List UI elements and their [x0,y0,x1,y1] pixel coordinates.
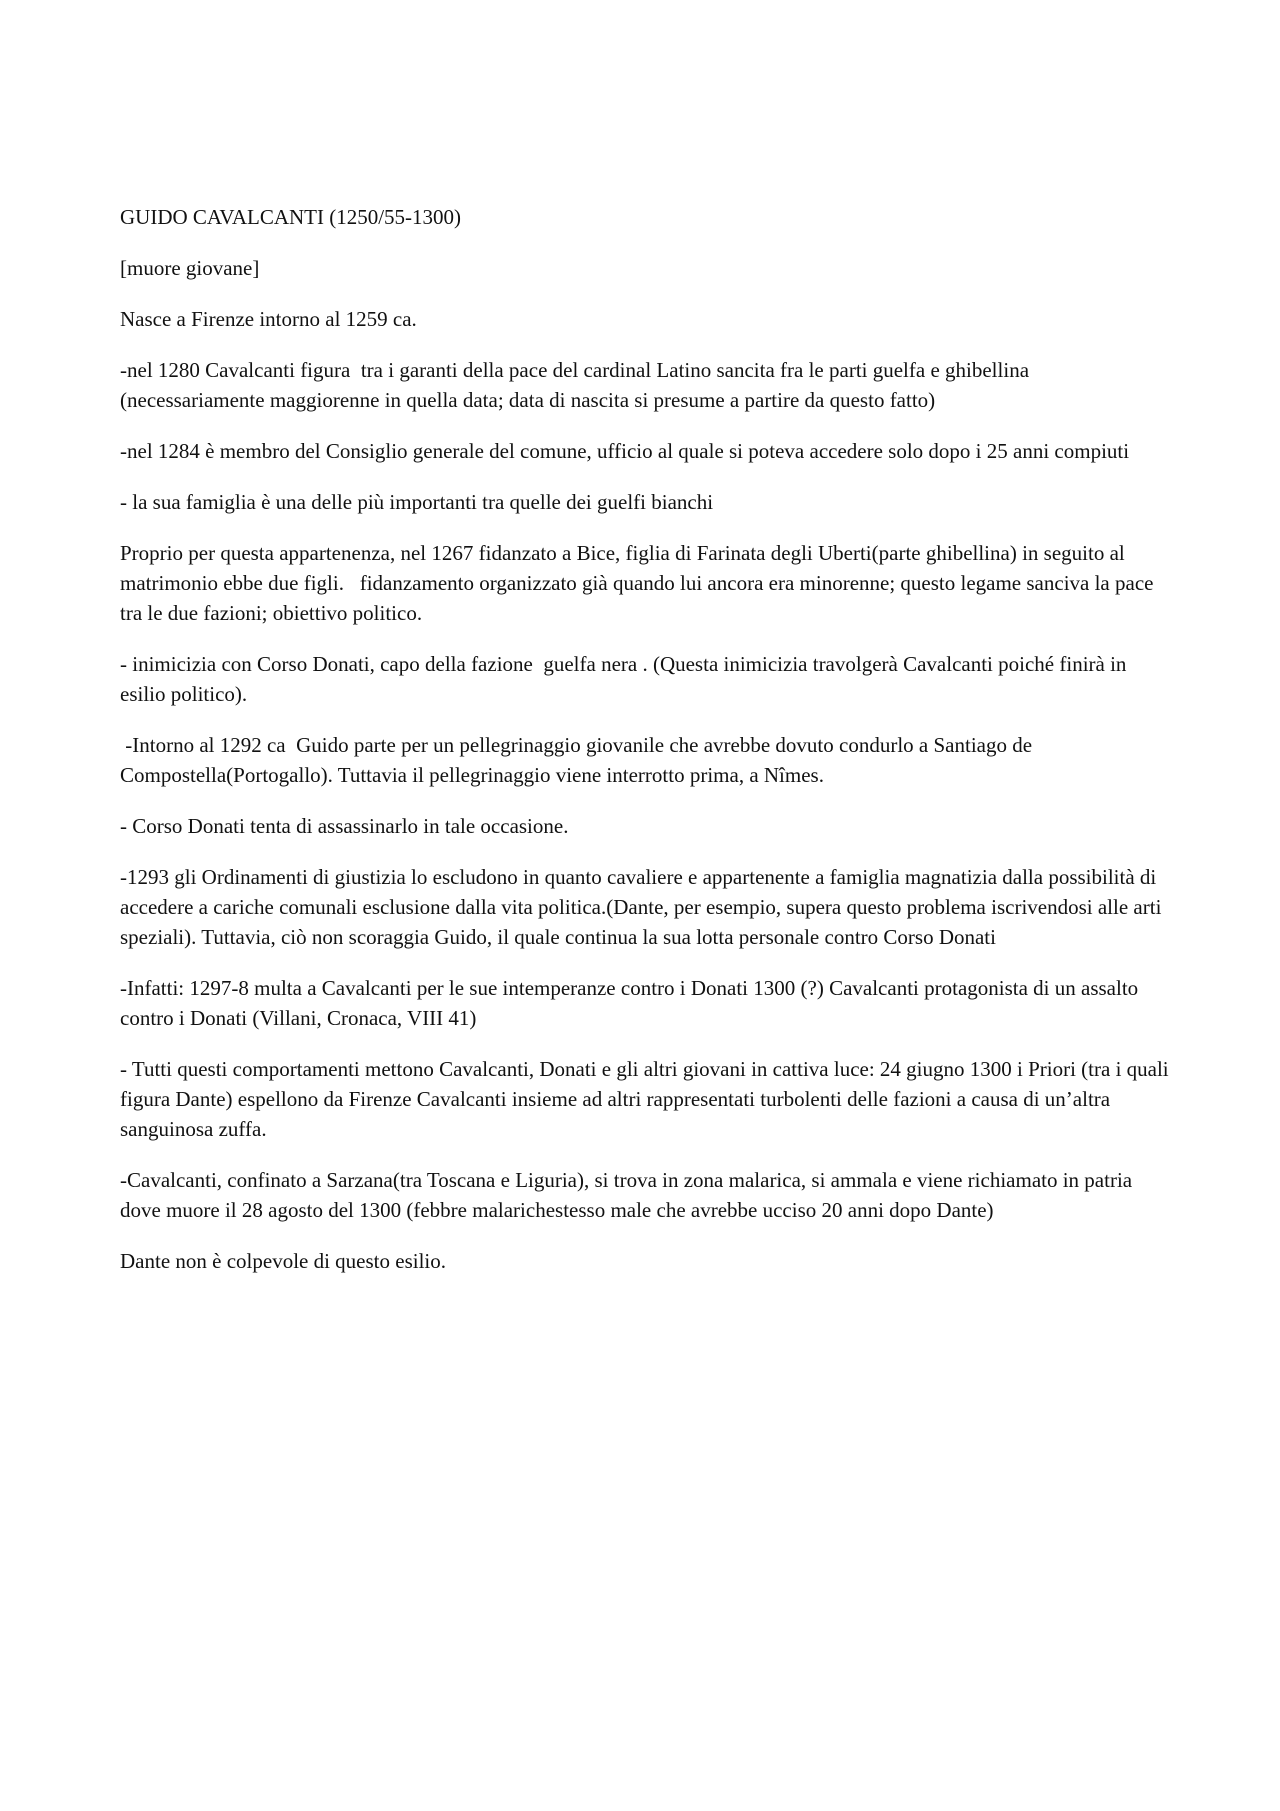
paragraph-fidanzamento: Proprio per questa appartenenza, nel 1267 fidanzato a Bice, figlia di Farinata degli Uberti(parte ghibellina) in seguito al matrimonio ebbe due figli. fidanzamento organizzato già quando lui ancora era minorenne; questo legame sanciva la pace tra le due fazioni; obiettivo politico. [120,541,1159,625]
paragraph-nascita: Nasce a Firenze intorno al 1259 ca. [120,307,417,331]
paragraph-multa: -Infatti: 1297-8 multa a Cavalcanti per le sue intemperanze contro i Donati 1300 (?) Cavalcanti protagonista di un assalto contro i Donati (Villani, Cronaca, VIII 41) [120,976,1144,1030]
paragraph-pellegrinaggio: -Intorno al 1292 ca Guido parte per un pellegrinaggio giovanile che avrebbe dovuto condurlo a Santiago de Compostella(Portogallo). Tuttavia il pellegrinaggio viene interrotto prima, a Nîmes. [120,733,1038,787]
paragraph-inimicizia: - inimicizia con Corso Donati, capo della fazione guelfa nera . (Questa inimicizia travolgerà Cavalcanti poiché finirà in esilio politico). [120,652,1132,706]
paragraph-assassinio: - Corso Donati tenta di assassinarlo in tale occasione. [120,814,569,838]
paragraph-sarzana: -Cavalcanti, confinato a Sarzana(tra Toscana e Liguria), si trova in zona malarica, si ammala e viene richiamato in patria dove muore il 28 agosto del 1300 (febbre malarichestesso male che avrebbe ucciso 20 anni dopo Dante) [120,1168,1138,1222]
document-body [120,202,1174,1297]
paragraph-muore-giovane: [muore giovane] [120,256,260,280]
document-title: GUIDO CAVALCANTI (1250/55-1300) [120,205,462,229]
paragraph-famiglia: - la sua famiglia è una delle più importanti tra quelle dei guelfi bianchi [120,490,714,514]
paragraph-espulsione: - Tutti questi comportamenti mettono Cavalcanti, Donati e gli altri giovani in cattiva luce: 24 giugno 1300 i Priori (tra i quali figura Dante) espellono da Firenze Cavalcanti insieme ad altri rappresentati turbolenti delle fazioni a causa di un’altra sanguinosa zuffa. [120,1057,1174,1141]
paragraph-conclusione: Dante non è colpevole di questo esilio. [120,1249,447,1273]
paragraph-1284: -nel 1284 è membro del Consiglio generale del comune, ufficio al quale si poteva accedere solo dopo i 25 anni compiuti [120,439,1130,463]
paragraph-1280: -nel 1280 Cavalcanti figura tra i garanti della pace del cardinal Latino sancita fra le parti guelfa e ghibellina (necessariamente maggiorenne in quella data; data di nascita si presume a partire da questo fatto) [120,358,1035,412]
paragraph-1293: -1293 gli Ordinamenti di giustizia lo escludono in quanto cavaliere e appartenente a famiglia magnatizia dalla possibilità di accedere a cariche comunali esclusione dalla vita politica.(Dante, per esempio, supera questo problema iscrivendosi alle arti speziali). Tuttavia, ciò non scoraggia Guido, il quale continua la sua lotta personale contro Corso Donati [120,865,1167,949]
